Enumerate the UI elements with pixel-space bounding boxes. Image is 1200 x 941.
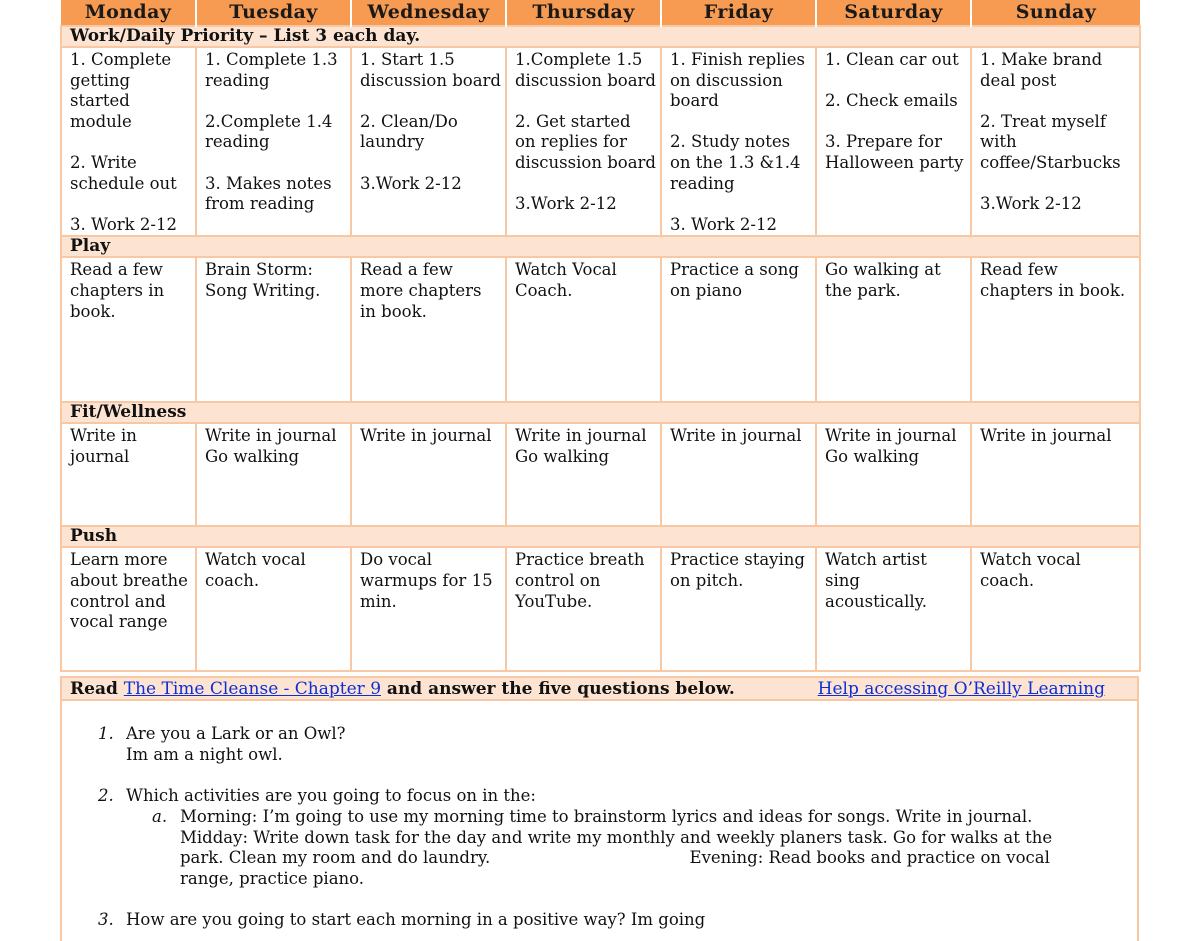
question-3-number: 3. (98, 910, 114, 929)
read-prefix: Read (70, 679, 124, 699)
chapter-link[interactable]: The Time Cleanse - Chapter 9 (123, 679, 382, 699)
cell-text: Practice a song on piano (670, 260, 799, 300)
question-1-number: 1. (98, 724, 114, 743)
question-3-text: How are you going to start each morning in a positive way? Im going (126, 910, 706, 929)
work-cell-wednesday[interactable] (351, 47, 506, 236)
cell-text: Write in journal (70, 426, 137, 466)
work-cell-friday[interactable] (661, 47, 816, 236)
cell-text: 1. Start 1.5 discussion board (360, 50, 501, 90)
reading-instructions-bar (60, 676, 1139, 701)
fit-cell-wednesday[interactable] (351, 423, 506, 526)
work-cell-tuesday[interactable] (196, 47, 351, 236)
cell-text: 1. Finish replies on discussion board (670, 50, 805, 111)
cell-spacer (670, 194, 811, 215)
push-cell-saturday[interactable] (816, 547, 971, 671)
question-2-text: Which activities are you going to focus on in the: (126, 786, 536, 805)
section-header-row-push (61, 526, 1140, 547)
answer-1-text: Im am a night owl. (126, 745, 283, 764)
play-cell-wednesday[interactable] (351, 257, 506, 402)
cell-text: Write in journal (205, 426, 337, 446)
cell-spacer (670, 112, 811, 133)
answer-2a-text: Morning: I’m going to use my morning time to brainstorm lyrics and ideas for songs. Write in journal. Midday: Write down task for the day and write my monthly and weekly planers task. Go for walks at the park. Clean my room and do laundry. Evening: Read books and practice on vocal range, practice piano. (180, 807, 1058, 888)
cell-spacer (360, 91, 501, 112)
cell-text: 3. Work 2-12 (670, 214, 777, 234)
work-cell-sunday[interactable] (971, 47, 1140, 236)
cell-spacer (205, 91, 346, 112)
section-row-play (61, 257, 1140, 402)
question-1-text: Are you a Lark or an Owl? (126, 724, 346, 743)
cell-spacer (70, 132, 191, 153)
cell-text: Practice staying on pitch. (670, 550, 805, 590)
question-2-number: 2. (98, 786, 114, 805)
help-oreilly-link[interactable]: Help accessing O’Reilly Learning (817, 679, 1105, 699)
day-header-friday: Friday (661, 0, 816, 26)
fit-cell-monday[interactable] (61, 423, 196, 526)
cell-text: Write in journal (360, 426, 492, 446)
fit-cell-friday[interactable] (661, 423, 816, 526)
push-cell-wednesday[interactable] (351, 547, 506, 671)
cell-text: Brain Storm: Song Writing. (205, 260, 321, 300)
cell-text: Watch Vocal Coach. (515, 260, 617, 300)
cell-text: 1. Clean car out (825, 50, 959, 69)
cell-text: Write in journal (825, 426, 957, 446)
cell-text: 2.Complete 1.4 reading (205, 111, 333, 152)
planner-body (61, 26, 1140, 671)
cell-text: 1.Complete 1.5 discussion board (515, 50, 656, 90)
push-cell-friday[interactable] (661, 547, 816, 671)
section-header-row-work (61, 26, 1140, 47)
cell-text: Read a few chapters in book. (70, 260, 165, 321)
cell-spacer (825, 112, 966, 133)
cell-spacer (980, 91, 1135, 112)
cell-spacer (360, 153, 501, 174)
cell-text: Write in journal (670, 426, 802, 446)
cell-text: 1. Complete 1.3 reading (205, 50, 338, 90)
day-header-sunday: Sunday (971, 0, 1140, 26)
cell-text: Go walking at the park. (825, 260, 941, 300)
section-title-push: Push (61, 526, 1140, 547)
question-2a-letter: a. (152, 807, 168, 826)
section-title-play: Play (61, 236, 1140, 257)
cell-spacer (825, 71, 966, 92)
section-header-row-play (61, 236, 1140, 257)
cell-text: 2. Study notes on the 1.3 &1.4 reading (670, 132, 801, 193)
play-cell-monday[interactable] (61, 257, 196, 402)
cell-text: 3.Work 2-12 (360, 173, 462, 193)
cell-text: Watch vocal coach. (205, 550, 306, 590)
section-row-push (61, 547, 1140, 671)
questions-area (60, 701, 1139, 941)
cell-text: Read few chapters in book. (980, 260, 1126, 300)
play-cell-thursday[interactable] (506, 257, 661, 402)
play-cell-tuesday[interactable] (196, 257, 351, 402)
section-title-work: Work/Daily Priority – List 3 each day. (61, 26, 1140, 47)
work-cell-thursday[interactable] (506, 47, 661, 236)
play-cell-friday[interactable] (661, 257, 816, 402)
play-cell-sunday[interactable] (971, 257, 1140, 402)
cell-text: 3. Makes notes from reading (205, 173, 332, 214)
cell-text: 2. Check emails (825, 91, 958, 111)
cell-spacer (980, 174, 1135, 195)
weekly-planner-table (60, 0, 1141, 672)
cell-text: Practice breath control on YouTube. (515, 550, 645, 611)
cell-text: Learn more about breathe control and vocal range (70, 550, 188, 632)
read-suffix: and answer the five questions below. (381, 679, 735, 699)
fit-cell-tuesday[interactable] (196, 423, 351, 526)
cell-text: Write in journal (980, 426, 1112, 446)
section-row-fit (61, 423, 1140, 526)
cell-text: 3.Work 2-12 (515, 194, 617, 214)
cell-text: Go walking (205, 446, 300, 466)
cell-text: 3.Work 2-12 (980, 194, 1082, 214)
reading-instructions (70, 678, 735, 700)
cell-text: 2. Get started on replies for discussion board (515, 111, 656, 172)
cell-text: 3. Prepare for Halloween party (825, 132, 964, 172)
cell-text: Go walking (515, 446, 610, 466)
cell-text: Watch vocal coach. (980, 550, 1081, 590)
section-header-row-fit (61, 402, 1140, 423)
fit-cell-thursday[interactable] (506, 423, 661, 526)
section-title-fit: Fit/Wellness (61, 402, 1140, 423)
day-header-wednesday: Wednesday (351, 0, 506, 26)
push-cell-monday[interactable] (61, 547, 196, 671)
cell-text: 3. Work 2-12 (70, 214, 177, 234)
push-cell-sunday[interactable] (971, 547, 1140, 671)
cell-text: Watch artist sing acoustically. (825, 550, 928, 611)
day-header-saturday: Saturday (816, 0, 971, 26)
section-row-work (61, 47, 1140, 236)
fit-cell-saturday[interactable] (816, 423, 971, 526)
cell-text: 1. Complete getting started module (70, 50, 172, 131)
day-header-tuesday: Tuesday (196, 0, 351, 26)
work-cell-monday[interactable] (61, 47, 196, 236)
cell-text: 2. Treat myself with coffee/Starbucks (980, 111, 1121, 172)
day-header-row (61, 0, 1140, 26)
fit-cell-sunday[interactable] (971, 423, 1140, 526)
cell-text: 1. Make brand deal post (980, 50, 1103, 90)
play-cell-saturday[interactable] (816, 257, 971, 402)
cell-text: Write in journal (515, 426, 647, 446)
day-header-monday: Monday (61, 0, 196, 26)
push-cell-tuesday[interactable] (196, 547, 351, 671)
cell-spacer (515, 174, 656, 195)
cell-spacer (515, 91, 656, 112)
work-cell-saturday[interactable] (816, 47, 971, 236)
day-header-thursday: Thursday (506, 0, 661, 26)
cell-spacer (70, 194, 191, 215)
cell-text: 2. Write schedule out (70, 152, 177, 193)
cell-text: 2. Clean/Do laundry (360, 111, 458, 152)
cell-text: Do vocal warmups for 15 min. (360, 550, 493, 611)
cell-spacer (205, 153, 346, 174)
cell-text: Go walking (825, 446, 920, 466)
push-cell-thursday[interactable] (506, 547, 661, 671)
cell-text: Read a few more chapters in book. (360, 260, 482, 321)
